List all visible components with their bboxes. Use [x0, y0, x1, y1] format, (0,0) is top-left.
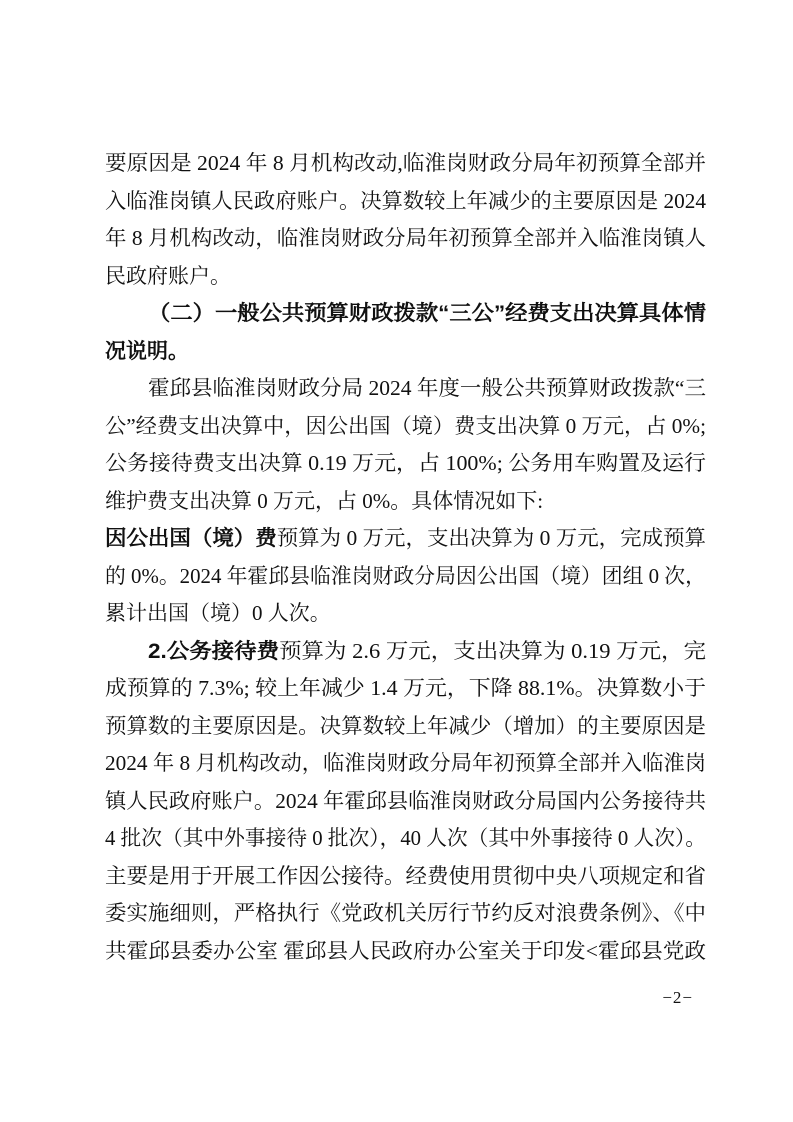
text-line-content	[105, 708, 706, 746]
text-line-content	[148, 295, 706, 333]
text-line-content	[105, 858, 706, 896]
text-line-content	[105, 183, 706, 221]
text-segment: 公务接待费支出决算 0.19 万元，占 100%; 公务用车购置及运行	[105, 451, 706, 475]
text-line	[105, 220, 706, 258]
text-line-content	[105, 445, 706, 483]
text-segment: 的 0%。2024 年霍邱县临淮岗财政分局因公出国（境）团组 0 次，	[105, 563, 706, 588]
text-line	[105, 408, 706, 446]
text-line	[105, 370, 706, 408]
text-line-content	[105, 783, 706, 821]
text-line-content	[105, 745, 706, 783]
text-line-content	[148, 370, 706, 408]
text-line-content	[105, 483, 543, 521]
text-line-content	[148, 633, 706, 671]
text-line	[105, 633, 706, 671]
text-line	[105, 933, 706, 971]
text-line-content	[105, 895, 706, 933]
text-line	[105, 895, 706, 933]
text-segment: 霍邱县临淮岗财政分局 2024 年度一般公共预算财政拨款“三	[148, 376, 706, 400]
text-line	[105, 483, 706, 521]
text-line	[105, 745, 706, 783]
text-line	[105, 258, 706, 296]
text-segment: 预算数的主要原因是。决算数较上年减少（增加）的主要原因是	[105, 713, 706, 738]
text-segment: 2024 年 8 月机构改动，临淮岗财政分局年初预算全部并入临淮岗	[105, 751, 706, 775]
text-line-content	[105, 258, 231, 296]
document-text-block	[105, 145, 706, 970]
text-line	[105, 858, 706, 896]
text-line-content	[105, 408, 706, 446]
text-line	[105, 333, 706, 371]
text-segment: 入临淮岗镇人民政府账户。决算数较上年减少的主要原因是 2024	[105, 188, 706, 213]
text-line-content	[105, 595, 331, 633]
text-line-content	[105, 520, 706, 558]
text-segment: 4 批次（其中外事接待 0 批次），40 人次（其中外事接待 0 人次）。	[105, 826, 706, 850]
text-line	[105, 595, 706, 633]
text-segment: 委实施细则，严格执行《党政机关厉行节约反对浪费条例》、《中	[105, 901, 706, 925]
text-line	[105, 145, 706, 183]
text-segment: 预算为 0 万元，支出决算为 0 万元，完成预算	[276, 526, 706, 550]
text-segment: 维护费支出决算 0 万元，占 0%。具体情况如下:	[105, 488, 544, 513]
page-number: −2−	[662, 988, 693, 1007]
text-line	[105, 783, 706, 821]
text-line	[105, 520, 706, 558]
text-segment: 预算为 2.6 万元，支出决算为 0.19 万元，完	[279, 638, 706, 663]
bold-text-segment: （二）一般公共预算财政拨款“三公”经费支出决算具体情	[148, 302, 706, 325]
bold-text-segment: 2.公务接待费	[148, 639, 280, 663]
bold-text-segment: 因公出国（境）费	[105, 527, 277, 550]
text-segment: 共霍邱县委办公室 霍邱县人民政府办公室关于印发<霍邱县党政	[105, 938, 706, 963]
text-line	[105, 295, 706, 333]
text-segment: 累计出国（境）0 人次。	[105, 601, 331, 625]
bold-text-segment: 况说明。	[105, 339, 189, 363]
text-line	[105, 445, 706, 483]
text-line	[105, 558, 706, 596]
text-line-content	[105, 933, 706, 971]
text-segment: 成预算的 7.3%; 较上年减少 1.4 万元，下降 88.1%。决算数小于	[105, 676, 706, 700]
text-line-content	[105, 820, 706, 858]
text-line-content	[105, 220, 706, 258]
text-line	[105, 708, 706, 746]
text-line-content	[105, 670, 706, 708]
text-segment: 要原因是 2024 年 8 月机构改动,临淮岗财政分局年初预算全部并	[105, 151, 706, 175]
text-line-content	[105, 145, 706, 183]
text-line	[105, 183, 706, 221]
text-segment: 民政府账户。	[105, 263, 231, 288]
text-line-content	[105, 558, 706, 596]
text-segment: 镇人民政府账户。2024 年霍邱县临淮岗财政分局国内公务接待共	[105, 788, 706, 813]
text-line-content	[105, 333, 189, 371]
text-segment: 公”经费支出决算中，因公出国（境）费支出决算 0 万元，占 0%;	[105, 413, 706, 438]
text-segment: 主要是用于开展工作因公接待。经费使用贯彻中央八项规定和省	[105, 863, 706, 888]
text-line	[105, 820, 706, 858]
text-line	[105, 670, 706, 708]
text-segment: 年 8 月机构改动，临淮岗财政分局年初预算全部并入临淮岗镇人	[105, 226, 706, 250]
